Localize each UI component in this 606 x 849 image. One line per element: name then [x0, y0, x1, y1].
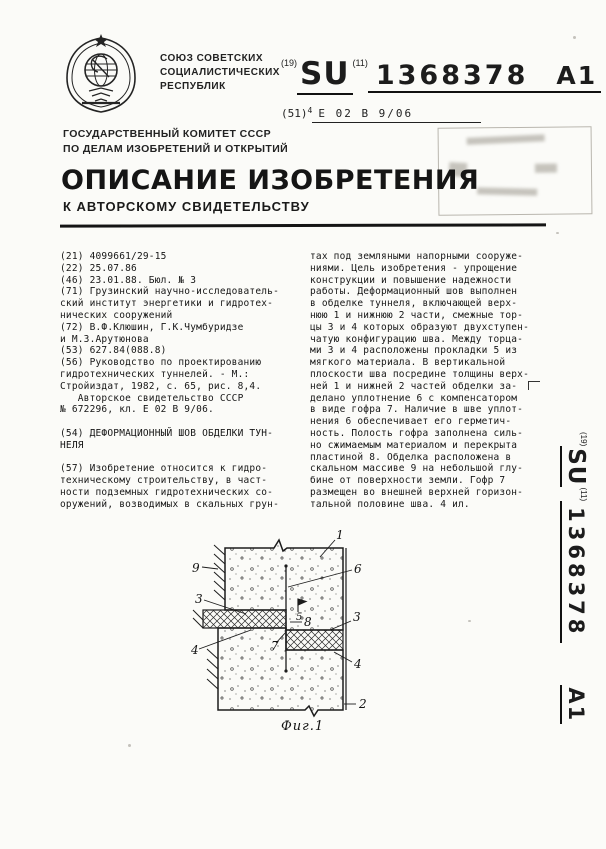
- figure-label-seal: 6: [354, 562, 362, 576]
- abstract-column: тах под земляными напорными сооруже- ниями. Цель изобретения - упрощение конструкции и повышение надежности работы. Деформационный шов выполнен в обделке туннеля, включающей верх- нюю 1 и нижнюю 2 части, смежные тор- цы 3 и 4 которых образуют двухступен- чатую конфигурацию шва. Между торца- ми 3 и 4 расположены прокладки 5 из мягкого материала. В вертикальной плоскости шва посредине толщины верх- ней 1 и нижней 2 частей обделки за- делано уплотнение 6 с компенсатором в виде гофра 7. Наличие в шве уплот- нения 6 обеспечивает его герметич- ность. Полость гофра заполнена силь- но сжимаемым материалом и перекрыта пластиной 8. Обделка расположена в скальном массиве 9 на небольшой глу- бине от поверхности земли. Гофр 7 размещен во внешней верхней горизон- тальной половине шва. 4 ил.: [310, 251, 530, 510]
- document-subtitle: К АВТОРСКОМУ СВИДЕТЕЛЬСТВУ: [63, 199, 310, 214]
- figure-caption: Фиг.1: [281, 719, 325, 734]
- ussr-emblem: [62, 33, 140, 115]
- country-name: СОЮЗ СОВЕТСКИХ СОЦИАЛИСТИЧЕСКИХ РЕСПУБЛИК: [160, 53, 280, 92]
- figure-label-upper-part: 1: [336, 528, 344, 542]
- code-19-label: (19): [579, 432, 588, 447]
- figure-label-end-face-3-right: 3: [353, 610, 361, 624]
- ipc-class-code: Е 02 В 9/06: [312, 107, 481, 123]
- document-number: 1368378: [560, 501, 588, 643]
- figure-label-gasket: 5: [296, 612, 303, 623]
- figure-label-lower-part: 2: [359, 697, 367, 711]
- figure-label-corrugation: 7: [271, 639, 279, 653]
- margin-corner-mark: [528, 381, 540, 390]
- committee-name: ГОСУДАРСТВЕННЫЙ КОМИТЕТ СССР ПО ДЕЛАМ ИЗОБРЕТЕНИЙ И ОТКРЫТИЙ: [63, 128, 289, 155]
- publication-number-line: [281, 56, 601, 92]
- header-divider: [60, 223, 546, 227]
- figure-label-plate: 8: [304, 615, 312, 629]
- kind-code: A1: [556, 61, 598, 90]
- figure-label-end-face-4-left: 4: [191, 643, 199, 657]
- figure-label-end-face-4-right: 4: [354, 657, 362, 671]
- bibliographic-column: (21) 4099661/29-15 (22) 25.07.86 (46) 23.01.88. Бюл. № 3 (71) Грузинский научно-исследователь- ский институт энергетики и гидротех- нических сооружений (72) В.Ф.Клюшин, Г.К.Чумбуридзе и М.З.Арутюнова (53) 627.84(088.8) (56) Руководство по проектированию гидротехнических туннелей. - М.: Стройиздат, 1982, с. 65, рис. 8,4. Авторское свидетельство СССР № 672296, кл. Е 02 В 9/06. (54) ДЕФОРМАЦИОННЫЙ ШОВ ОБДЕЛКИ ТУН- НЕЛЯ (57) Изобретение относится к гидро- техническому строительству, в част- ности подземных гидротехнических со- оружений, возводимых в скальных грун-: [60, 251, 280, 510]
- figure-label-rock-massif: 9: [192, 561, 200, 575]
- code-11-label: (11): [352, 58, 368, 68]
- figure-right-gasket: [286, 630, 343, 650]
- scan-noise: [556, 232, 559, 234]
- figure-1-drawing: [168, 523, 420, 743]
- document-title: ОПИСАНИЕ ИЗОБРЕТЕНИЯ: [61, 165, 480, 196]
- figure-left-gasket: [203, 610, 286, 628]
- code-11-label: (11): [579, 487, 588, 502]
- scan-noise: [468, 620, 471, 622]
- kind-code: A1: [560, 685, 588, 724]
- ipc-classification: [281, 106, 481, 120]
- ipc-prefix: (51): [281, 107, 308, 120]
- country-code: SU: [297, 56, 353, 95]
- code-19-label: (19): [281, 58, 298, 68]
- scan-noise: [128, 744, 131, 747]
- ipc-edition: 4: [307, 106, 313, 115]
- country-code: SU: [560, 446, 589, 487]
- scan-noise: [573, 36, 576, 39]
- document-number: 1368378: [375, 60, 529, 91]
- margin-publication-id: [563, 432, 589, 724]
- figure-label-end-face-3-left: 3: [195, 592, 203, 606]
